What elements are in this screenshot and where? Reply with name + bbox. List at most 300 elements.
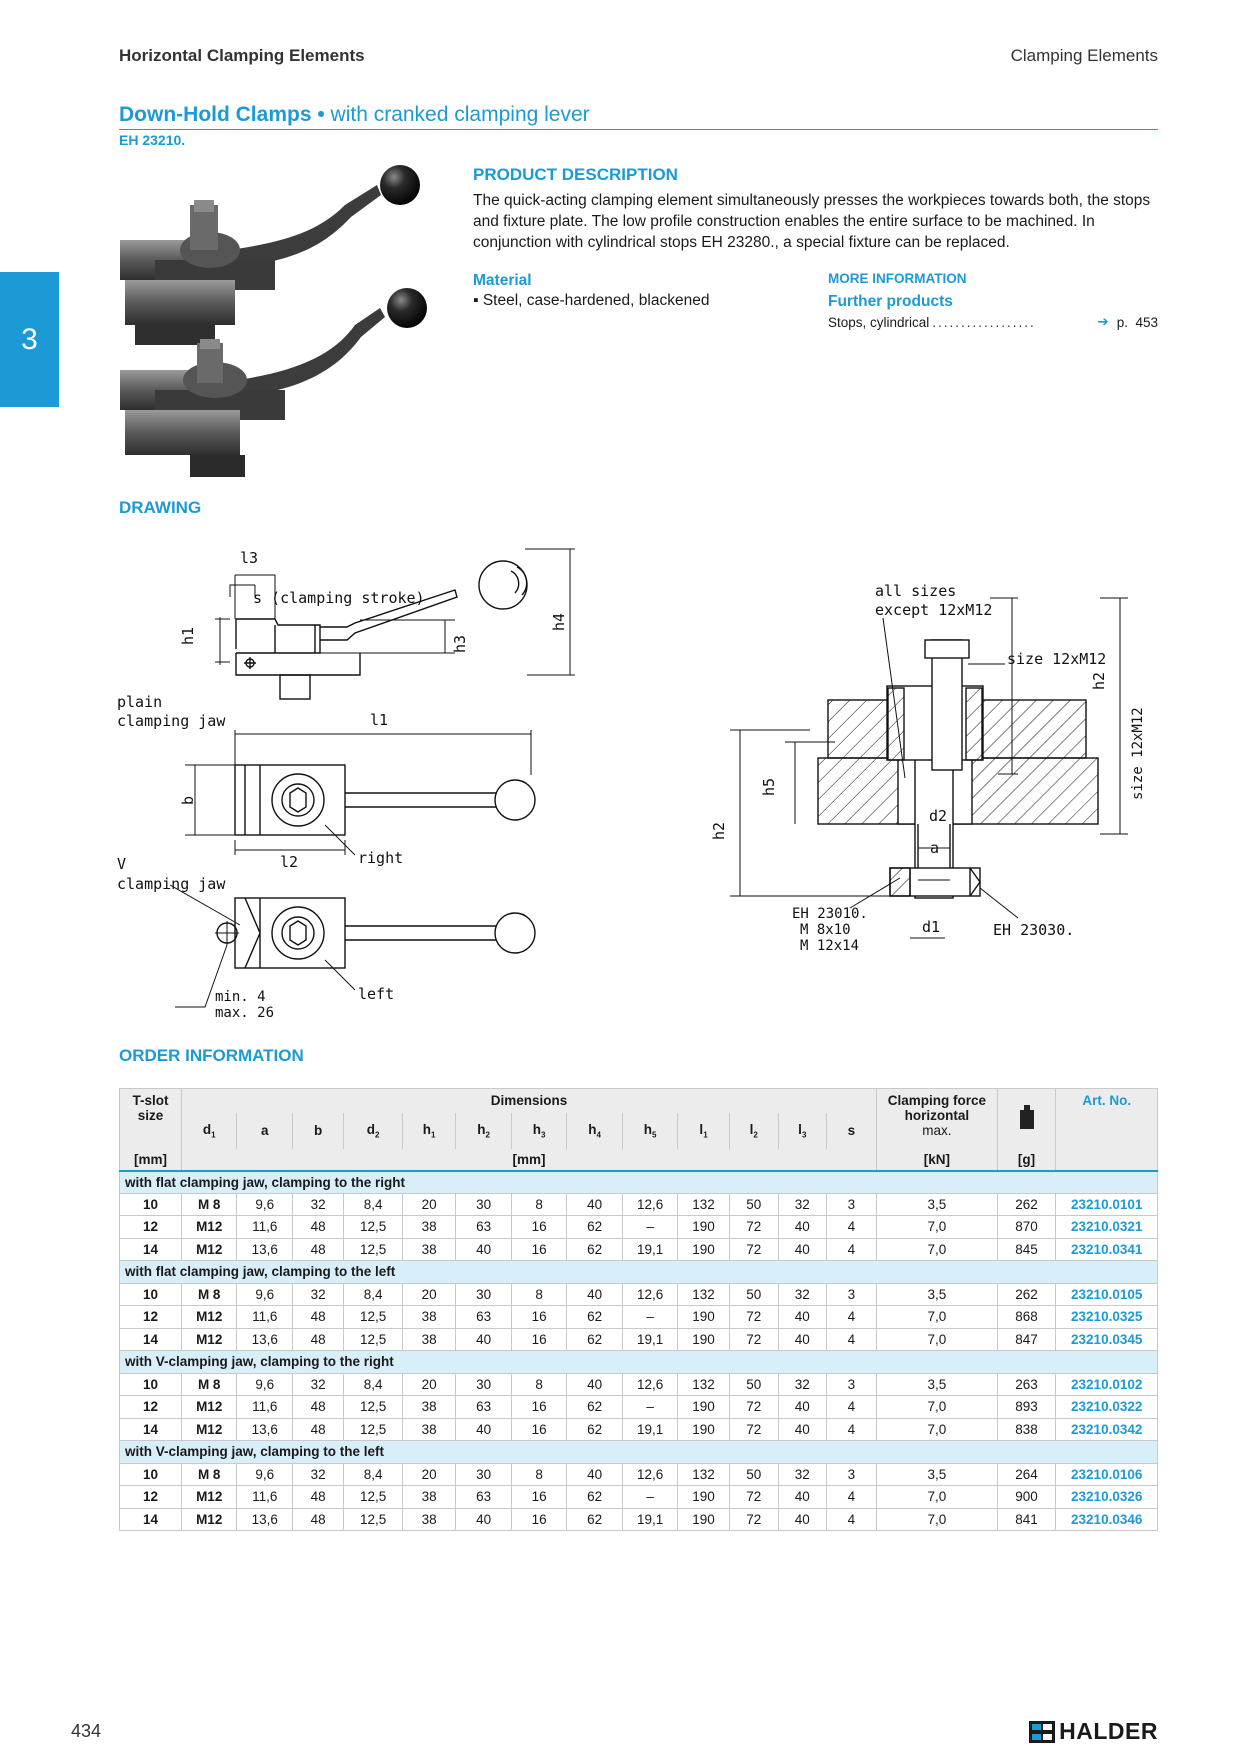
table-cell: 50 [729, 1193, 778, 1216]
product-description-title: PRODUCT DESCRIPTION [473, 165, 678, 184]
table-cell: – [622, 1486, 678, 1509]
table-cell: 4 [826, 1238, 876, 1261]
halder-logo-icon [1029, 1721, 1055, 1743]
table-cell: 38 [402, 1238, 455, 1261]
article-number-link[interactable]: 23210.0341 [1056, 1238, 1158, 1261]
table-cell: 16 [511, 1216, 567, 1239]
table-cell: 20 [402, 1193, 455, 1216]
article-number-link[interactable]: 23210.0106 [1056, 1463, 1158, 1486]
th-dim-col [678, 1113, 729, 1149]
table-cell: 11,6 [237, 1216, 293, 1239]
table-cell: 50 [729, 1463, 778, 1486]
table-cell: 48 [292, 1418, 343, 1441]
table-cell: M12 [181, 1418, 237, 1441]
th-force-label: Clamping force horizontal [887, 1093, 986, 1123]
table-cell: 48 [292, 1328, 343, 1351]
table-cell: 20 [402, 1373, 455, 1396]
table-cell: 190 [678, 1508, 729, 1531]
table-cell: 12,6 [622, 1193, 678, 1216]
table-cell: M12 [181, 1508, 237, 1531]
table-cell: 10 [120, 1193, 182, 1216]
table-cell: 38 [402, 1216, 455, 1239]
table-cell: 132 [678, 1373, 729, 1396]
product-photo [115, 165, 455, 485]
table-group-row [120, 1171, 1158, 1194]
table-cell: 62 [567, 1216, 623, 1239]
table-cell: 48 [292, 1216, 343, 1239]
table-cell: 16 [511, 1418, 567, 1441]
label-d1: d1 [922, 918, 941, 936]
table-cell: 7,0 [877, 1508, 998, 1531]
label-d2: d2 [929, 807, 948, 825]
table-cell: 13,6 [237, 1238, 293, 1261]
th-dim-symbol: h [588, 1121, 597, 1137]
article-number-link[interactable]: 23210.0326 [1056, 1486, 1158, 1509]
th-dim-col [511, 1113, 567, 1149]
table-cell: 7,0 [877, 1216, 998, 1239]
th-dim-col [567, 1113, 623, 1149]
table-cell: 3 [826, 1373, 876, 1396]
title-bullet: • [311, 103, 331, 126]
label-size-top: size 12xM12 [1007, 650, 1107, 668]
table-cell: 11,6 [237, 1396, 293, 1419]
arrow-right-icon: ➔ [1097, 314, 1109, 329]
th-dim-symbol: h [532, 1121, 542, 1137]
table-cell: 30 [456, 1193, 512, 1216]
table-cell: 8 [511, 1283, 567, 1306]
table-cell: 4 [826, 1396, 876, 1419]
table-row [120, 1396, 1158, 1419]
table-cell: M12 [181, 1306, 237, 1329]
table-row [120, 1486, 1158, 1509]
table-cell: 32 [778, 1283, 826, 1306]
table-cell: 50 [729, 1373, 778, 1396]
th-dim-subscript: 3 [801, 1130, 807, 1140]
th-dim-symbol: b [313, 1123, 323, 1138]
table-cell: 30 [456, 1373, 512, 1396]
table-cell: 132 [678, 1463, 729, 1486]
table-cell: 20 [402, 1283, 455, 1306]
table-cell: 13,6 [237, 1418, 293, 1441]
label-v: V [117, 855, 127, 873]
th-dim-symbol: h [643, 1121, 653, 1137]
logo-text: HALDER [1059, 1718, 1158, 1744]
table-cell: 132 [678, 1283, 729, 1306]
table-cell: 19,1 [622, 1328, 678, 1351]
table-cell: 63 [456, 1216, 512, 1239]
table-cell: 841 [997, 1508, 1056, 1531]
table-cell: 11,6 [237, 1306, 293, 1329]
table-cell: 40 [778, 1328, 826, 1351]
table-cell: 4 [826, 1328, 876, 1351]
article-number-link[interactable]: 23210.0101 [1056, 1193, 1158, 1216]
label-b: b [179, 795, 197, 805]
table-group-row [120, 1441, 1158, 1464]
table-cell: 14 [120, 1238, 182, 1261]
label-eh23010: EH 23010. [792, 906, 868, 922]
th-dim-symbol: s [847, 1123, 856, 1138]
th-dim-col [181, 1113, 237, 1149]
dot-leader: .................. [932, 314, 1036, 330]
table-cell: M12 [181, 1486, 237, 1509]
chapter-tab[interactable]: 3 [0, 272, 59, 407]
further-products-link[interactable] [828, 314, 1158, 330]
table-cell: 62 [567, 1328, 623, 1351]
label-l2: l2 [280, 853, 299, 871]
th-dim-col [778, 1113, 826, 1149]
table-cell: 13,6 [237, 1328, 293, 1351]
table-cell: 48 [292, 1306, 343, 1329]
table-row [120, 1306, 1158, 1329]
product-description-text: The quick-acting clamping element simultaneously presses the workpieces towards both, the stops and fixture plate. The low profile construction enables the entire surface to be machined. In conjunction with cylindrical stops EH 23280., a special fixture can be replaced. [473, 192, 1151, 251]
table-cell: 20 [402, 1463, 455, 1486]
table-cell: 262 [997, 1283, 1056, 1306]
table-cell: 40 [778, 1486, 826, 1509]
th-dim-col [402, 1113, 455, 1149]
table-cell: 38 [402, 1418, 455, 1441]
table-cell: 7,0 [877, 1306, 998, 1329]
table-cell: 847 [997, 1328, 1056, 1351]
label-except: except 12xM12 [875, 601, 993, 619]
table-cell: 12,5 [344, 1508, 403, 1531]
label-v-jaw: clamping jaw [117, 875, 226, 893]
label-left: left [358, 985, 395, 1003]
table-cell: 7,0 [877, 1486, 998, 1509]
table-cell: 12,5 [344, 1396, 403, 1419]
article-number-link[interactable]: 23210.0325 [1056, 1306, 1158, 1329]
table-cell: 8,4 [344, 1193, 403, 1216]
table-cell: 38 [402, 1396, 455, 1419]
label-h4: h4 [550, 612, 568, 631]
article-number-link[interactable]: 23210.0105 [1056, 1283, 1158, 1306]
stops-label: Stops, cylindrical [828, 314, 930, 330]
table-cell: 8 [511, 1193, 567, 1216]
group-label: with V-clamping jaw, clamping to the left [120, 1441, 1158, 1464]
table-cell: 30 [456, 1463, 512, 1486]
table-cell: 4 [826, 1216, 876, 1239]
table-cell: 12,5 [344, 1216, 403, 1239]
table-cell: 40 [456, 1328, 512, 1351]
th-dim-symbol: h [422, 1121, 432, 1137]
table-cell: 12,5 [344, 1486, 403, 1509]
unit-mm: [mm] [120, 1149, 182, 1171]
table-cell: 4 [826, 1306, 876, 1329]
th-tslot: T-slot size [120, 1089, 182, 1149]
page-number: 434 [71, 1721, 102, 1741]
article-number-link[interactable]: 23210.0345 [1056, 1328, 1158, 1351]
table-cell: 62 [567, 1306, 623, 1329]
table-cell: 190 [678, 1306, 729, 1329]
label-a: a [930, 839, 940, 857]
table-cell: 3,5 [877, 1193, 998, 1216]
table-cell: 9,6 [237, 1193, 293, 1216]
th-force-max: max. [922, 1123, 952, 1138]
table-cell: 14 [120, 1508, 182, 1531]
table-cell: M 8 [181, 1283, 237, 1306]
unit-g: [g] [997, 1149, 1056, 1171]
material-item: ▪ Steel, case-hardened, blackened [473, 292, 710, 309]
table-cell: 40 [778, 1306, 826, 1329]
table-cell: 40 [456, 1238, 512, 1261]
table-cell: 19,1 [622, 1238, 678, 1261]
table-cell: 12,5 [344, 1238, 403, 1261]
table-cell: 63 [456, 1486, 512, 1509]
table-cell: 190 [678, 1216, 729, 1239]
table-cell: 14 [120, 1328, 182, 1351]
table-cell: 19,1 [622, 1418, 678, 1441]
table-cell: 32 [778, 1193, 826, 1216]
table-cell: 48 [292, 1238, 343, 1261]
label-m8x10: M 8x10 [800, 922, 851, 938]
table-cell: 264 [997, 1463, 1056, 1486]
table-cell: 7,0 [877, 1396, 998, 1419]
table-cell: 72 [729, 1508, 778, 1531]
table-cell: M 8 [181, 1193, 237, 1216]
table-row [120, 1216, 1158, 1239]
table-cell: 893 [997, 1396, 1056, 1419]
table-cell: 12 [120, 1396, 182, 1419]
table-cell: 50 [729, 1283, 778, 1306]
running-header-left: Horizontal Clamping Elements [119, 46, 365, 65]
table-cell: 62 [567, 1396, 623, 1419]
group-label: with V-clamping jaw, clamping to the right [120, 1351, 1158, 1374]
table-cell: 72 [729, 1306, 778, 1329]
table-cell: 16 [511, 1396, 567, 1419]
th-art: Art. No. [1056, 1089, 1158, 1149]
table-cell: 48 [292, 1508, 343, 1531]
table-cell: 40 [778, 1238, 826, 1261]
table-row [120, 1508, 1158, 1531]
article-number-link[interactable]: 23210.0322 [1056, 1396, 1158, 1419]
th-dim-symbol: h [477, 1121, 486, 1137]
table-cell: 3,5 [877, 1373, 998, 1396]
table-cell: 8,4 [344, 1463, 403, 1486]
table-cell: 40 [567, 1283, 623, 1306]
title-rule [119, 129, 1158, 130]
th-weight [997, 1089, 1056, 1149]
label-l1: l1 [370, 711, 389, 729]
th-dim-symbol: a [260, 1123, 269, 1138]
table-cell: 16 [511, 1306, 567, 1329]
label-h1: h1 [179, 626, 197, 645]
table-cell: 8,4 [344, 1283, 403, 1306]
table-cell: 63 [456, 1306, 512, 1329]
label-min: min. 4 [215, 989, 266, 1005]
table-cell: 40 [456, 1508, 512, 1531]
running-header-right: Clamping Elements [1010, 46, 1158, 65]
table-cell: 40 [778, 1216, 826, 1239]
table-cell: 72 [729, 1486, 778, 1509]
th-dim-col [622, 1113, 678, 1149]
table-cell: 12,5 [344, 1328, 403, 1351]
order-table [119, 1088, 1158, 1531]
table-cell: 72 [729, 1396, 778, 1419]
table-cell: 38 [402, 1306, 455, 1329]
th-dim-symbol: l [798, 1121, 802, 1137]
table-cell: 190 [678, 1238, 729, 1261]
table-cell: 62 [567, 1238, 623, 1261]
th-dim-col [237, 1113, 293, 1149]
table-cell: 72 [729, 1216, 778, 1239]
th-dim-subscript: 1 [211, 1130, 216, 1140]
table-cell: 10 [120, 1463, 182, 1486]
article-number-link[interactable]: 23210.0102 [1056, 1373, 1158, 1396]
table-cell: 190 [678, 1328, 729, 1351]
label-plain-jaw: clamping jaw [117, 712, 226, 730]
th-dim-col [456, 1113, 512, 1149]
label-m12x14: M 12x14 [800, 938, 860, 954]
table-cell: 16 [511, 1328, 567, 1351]
article-number-link[interactable]: 23210.0342 [1056, 1418, 1158, 1441]
page-prefix: p. [1116, 314, 1128, 330]
label-right: right [358, 849, 404, 867]
th-dim-subscript: 2 [374, 1130, 380, 1140]
table-cell: 16 [511, 1508, 567, 1531]
table-cell: M12 [181, 1396, 237, 1419]
th-dim-symbol: l [749, 1121, 754, 1137]
table-cell: 3,5 [877, 1283, 998, 1306]
th-dim-symbol: l [699, 1121, 704, 1137]
table-cell: 8,4 [344, 1373, 403, 1396]
th-dim-col [292, 1113, 343, 1149]
th-dim-symbol: d [202, 1121, 212, 1137]
table-cell: 10 [120, 1283, 182, 1306]
table-cell: 12 [120, 1486, 182, 1509]
th-dim-subscript: 5 [652, 1130, 657, 1140]
top-view-v [117, 855, 535, 1021]
table-cell: – [622, 1216, 678, 1239]
th-dim-subscript: 4 [596, 1130, 601, 1140]
table-cell: 3 [826, 1463, 876, 1486]
title-main: Down-Hold Clamps [119, 103, 312, 126]
table-cell: 132 [678, 1193, 729, 1216]
table-cell: 72 [729, 1238, 778, 1261]
table-cell: 12,6 [622, 1283, 678, 1306]
table-cell: 32 [292, 1463, 343, 1486]
table-cell: 48 [292, 1396, 343, 1419]
table-cell: 868 [997, 1306, 1056, 1329]
table-cell: 8 [511, 1463, 567, 1486]
table-cell: 3 [826, 1193, 876, 1216]
table-cell: 7,0 [877, 1238, 998, 1261]
th-force [877, 1089, 998, 1149]
label-all-sizes: all sizes [875, 582, 957, 600]
label-h2-side: h2 [1090, 671, 1108, 690]
unit-art [1056, 1149, 1158, 1171]
table-cell: 870 [997, 1216, 1056, 1239]
unit-kn: [kN] [877, 1149, 998, 1171]
order-table-body [120, 1171, 1158, 1531]
table-cell: 16 [511, 1238, 567, 1261]
table-cell: M 8 [181, 1373, 237, 1396]
table-cell: 190 [678, 1418, 729, 1441]
table-cell: 32 [778, 1373, 826, 1396]
table-cell: 838 [997, 1418, 1056, 1441]
label-eh23030: EH 23030. [993, 921, 1075, 939]
table-cell: 40 [567, 1373, 623, 1396]
th-dim-col [729, 1113, 778, 1149]
article-number-link[interactable]: 23210.0321 [1056, 1216, 1158, 1239]
table-group-row [120, 1261, 1158, 1284]
table-row [120, 1238, 1158, 1261]
table-row [120, 1463, 1158, 1486]
table-cell: 40 [567, 1193, 623, 1216]
table-cell: 19,1 [622, 1508, 678, 1531]
product-code: EH 23210. [119, 132, 186, 148]
group-label: with flat clamping jaw, clamping to the left [120, 1261, 1158, 1284]
table-cell: 40 [778, 1508, 826, 1531]
table-cell: 40 [456, 1418, 512, 1441]
drawing-left [115, 535, 585, 1025]
table-cell: 62 [567, 1486, 623, 1509]
table-cell: 11,6 [237, 1486, 293, 1509]
label-h5: h5 [760, 777, 778, 796]
table-cell: 32 [778, 1463, 826, 1486]
table-cell: – [622, 1306, 678, 1329]
table-cell: 8 [511, 1373, 567, 1396]
th-dimensions: Dimensions [181, 1089, 876, 1113]
side-view [215, 549, 575, 699]
table-cell: M12 [181, 1328, 237, 1351]
table-cell: 72 [729, 1418, 778, 1441]
table-cell: 40 [567, 1463, 623, 1486]
table-cell: 262 [997, 1193, 1056, 1216]
table-row [120, 1418, 1158, 1441]
table-cell: 32 [292, 1283, 343, 1306]
drawing-right [700, 578, 1170, 978]
title-sub: with cranked clamping lever [330, 103, 590, 126]
table-cell: 16 [511, 1486, 567, 1509]
table-cell: 7,0 [877, 1418, 998, 1441]
table-cell: 4 [826, 1418, 876, 1441]
table-cell: 32 [292, 1373, 343, 1396]
table-cell: M12 [181, 1216, 237, 1239]
table-cell: 38 [402, 1508, 455, 1531]
table-cell: 10 [120, 1373, 182, 1396]
th-dim-subscript: 3 [541, 1130, 546, 1140]
label-plain: plain [117, 693, 163, 711]
th-dim-subscript: 1 [703, 1130, 708, 1140]
table-cell: – [622, 1396, 678, 1419]
article-number-link[interactable]: 23210.0346 [1056, 1508, 1158, 1531]
table-cell: 190 [678, 1486, 729, 1509]
th-dim-col [826, 1113, 876, 1149]
table-cell: 9,6 [237, 1283, 293, 1306]
table-cell: 62 [567, 1508, 623, 1531]
table-cell: 190 [678, 1396, 729, 1419]
label-stroke: s (clamping stroke) [253, 589, 425, 607]
table-cell: M 8 [181, 1463, 237, 1486]
table-cell: 62 [567, 1418, 623, 1441]
page-title [119, 103, 590, 127]
table-cell: 845 [997, 1238, 1056, 1261]
weight-icon [1019, 1105, 1035, 1129]
table-cell: 900 [997, 1486, 1056, 1509]
th-dim-symbol: d [366, 1121, 375, 1137]
table-cell: 13,6 [237, 1508, 293, 1531]
further-products-title: Further products [828, 293, 953, 310]
table-cell: 3 [826, 1283, 876, 1306]
table-cell: 40 [778, 1418, 826, 1441]
unit-dim: [mm] [181, 1149, 876, 1171]
table-row [120, 1283, 1158, 1306]
material-item-text: Steel, case-hardened, blackened [482, 292, 710, 309]
table-cell: 12,5 [344, 1306, 403, 1329]
label-l3: l3 [240, 549, 259, 567]
top-view-plain [117, 693, 535, 871]
material-title: Material [473, 272, 532, 289]
table-cell: 38 [402, 1328, 455, 1351]
